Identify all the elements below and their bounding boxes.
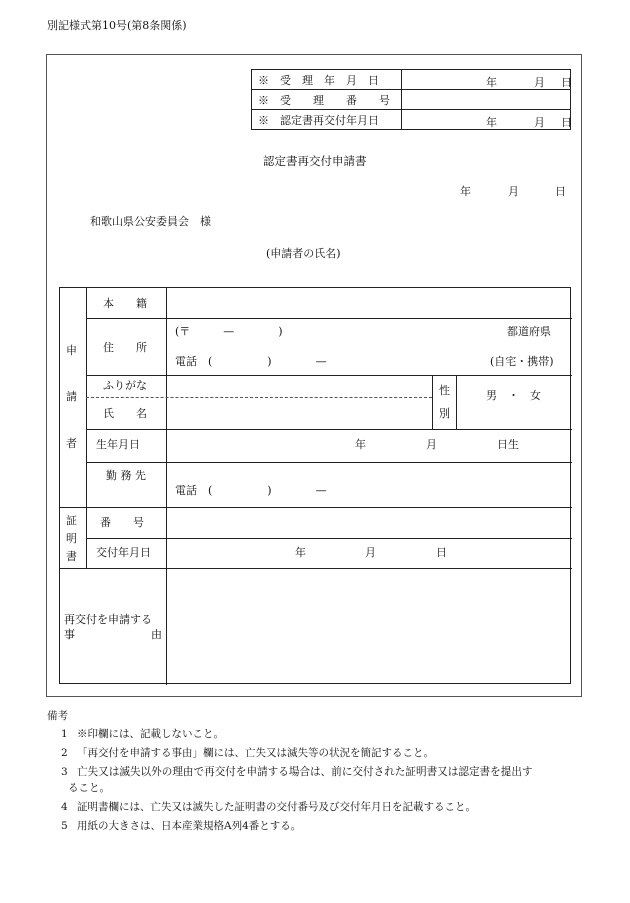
reception-row — [252, 90, 571, 110]
sex-label-1: 性 — [439, 384, 450, 397]
reason-field[interactable] — [167, 569, 571, 684]
reception-row — [252, 70, 571, 90]
reception-year: 年 — [486, 76, 497, 89]
furigana-label: ふりがな — [103, 379, 147, 392]
note-text: 用紙の大きさは、日本産業規格A列4番とする。 — [77, 820, 302, 832]
honseki-field[interactable] — [167, 289, 571, 317]
birth-month: 月 — [426, 438, 437, 451]
reason-label-char1: 事 — [64, 628, 75, 641]
work-phone: 電話 ( ) — — [175, 484, 327, 497]
phone-note: (自宅・携帯) — [490, 355, 554, 368]
reception-date-field[interactable] — [402, 70, 571, 90]
birth-year: 年 — [355, 438, 366, 451]
reissue-date-label: ※ 認定書再交付年月日 — [252, 110, 402, 130]
certificate-month: 月 — [365, 546, 376, 559]
note-number: 3 — [61, 766, 68, 778]
note-number: 4 — [61, 801, 68, 813]
note-number: 5 — [61, 820, 68, 832]
date-month: 月 — [508, 185, 519, 198]
certificate-side-3: 書 — [66, 550, 77, 563]
form-reference: 別記様式第10号(第8条関係) — [47, 19, 187, 32]
certificate-number-field[interactable] — [167, 508, 571, 537]
reception-day: 日 — [561, 76, 572, 89]
sex-label-2: 別 — [439, 407, 450, 420]
reception-number-label: ※ 受 理 番 号 — [252, 90, 402, 110]
reissue-month: 月 — [534, 116, 545, 129]
applicant-side-2: 請 — [66, 390, 77, 403]
certificate-side-1: 証 — [66, 514, 77, 527]
sex-options[interactable]: 男 ・ 女 — [486, 389, 541, 402]
certificate-issue-label: 交付年月日 — [96, 546, 151, 559]
note-text: 亡失又は滅失以外の理由で再交付を申請する場合は、前に交付された証明書又は認定書を提出す — [77, 766, 533, 778]
phone: 電話 ( ) — — [175, 355, 327, 368]
reason-label-line1: 再交付を申請する — [64, 613, 152, 626]
honseki-label: 本 籍 — [103, 297, 147, 310]
reissue-day: 日 — [561, 116, 572, 129]
date-day: 日 — [555, 185, 566, 198]
reason-label-char2: 由 — [151, 628, 162, 641]
note-text: 証明書欄には、亡失又は滅失した証明書の交付番号及び交付年月日を記載すること。 — [77, 801, 476, 813]
document-title: 認定書再交付申請書 — [263, 154, 367, 168]
certificate-day: 日 — [436, 546, 447, 559]
date-year: 年 — [460, 185, 471, 198]
note-number: 2 — [61, 747, 68, 759]
notes-heading: 備考 — [47, 710, 68, 722]
certificate-number-label: 番 号 — [100, 516, 144, 529]
applicant-side-3: 者 — [66, 437, 77, 450]
prefecture: 都道府県 — [507, 325, 551, 338]
name-label: 氏 名 — [103, 407, 147, 420]
certificate-side-2: 明 — [66, 532, 77, 545]
reception-month: 月 — [534, 76, 545, 89]
address-label: 住 所 — [103, 341, 147, 354]
reception-date-label: ※ 受 理 年 月 日 — [252, 70, 402, 90]
reissue-date-field[interactable] — [402, 110, 571, 130]
note-text: 「再交付を申請する事由」欄には、亡失又は滅失等の状況を簡記すること。 — [77, 747, 434, 759]
name-field[interactable] — [167, 376, 431, 428]
addressee: 和歌山県公安委員会 様 — [90, 215, 211, 228]
reception-table — [251, 69, 571, 130]
reissue-year: 年 — [486, 116, 497, 129]
certificate-year: 年 — [295, 546, 306, 559]
application-form — [59, 287, 571, 684]
note-text-continued: ること。 — [68, 782, 110, 794]
applicant-side-1: 申 — [66, 344, 77, 357]
postal-code: (〒 — ) — [175, 325, 283, 338]
note-number: 1 — [61, 728, 68, 740]
note-text: ※印欄には、記載しないこと。 — [77, 728, 224, 740]
applicant-name-label: (申請者の氏名) — [266, 247, 341, 260]
reception-number-field[interactable] — [402, 90, 571, 110]
reception-row — [252, 110, 571, 130]
birth-label: 生年月日 — [96, 438, 140, 451]
birth-day: 日生 — [497, 438, 519, 451]
workplace-label: 勤 務 先 — [106, 469, 146, 482]
